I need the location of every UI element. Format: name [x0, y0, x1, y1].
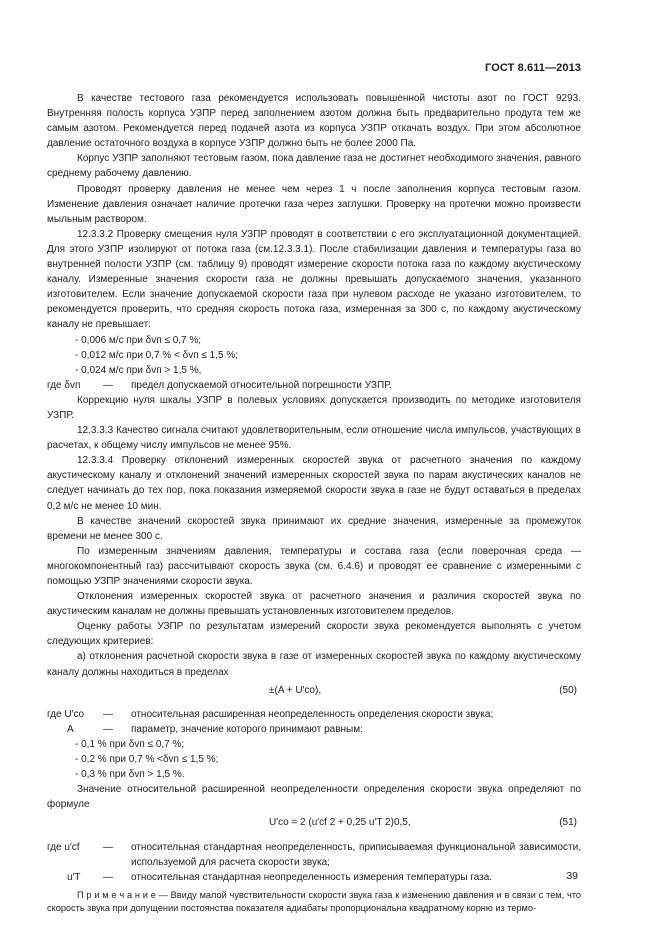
definition-dash: —	[103, 379, 113, 391]
paragraph-calc-speed: По измеренным значениям давления, температуры и состава газа (если поверочная среда — многокомпонентный газ) рассчитывают скорость звука (см. 6.4.6) и проводят ее сравнение с измеренными с помощью УЗПР значениями скорости звука.	[47, 545, 581, 587]
definition-symbol: u′T	[67, 871, 81, 883]
note-label: П р и м е ч а н и е	[77, 889, 156, 900]
paragraph-12-3-3-4: 12.3.3.4 Проверку отклонений измеренных скоростей звука от расчетного значения по каждому акустическому каналу и отклонений значений измеренных скоростей звука по парам акустических каналов не следует начинать до тех пор, пока показания измеряемой скорости звука в газе не будут оставаться в пределах 0,2 м/с не менее 10 мин.	[47, 455, 581, 512]
paragraph-12-3-3-2: 12.3.3.2 Проверку смещения нуля УЗПР проводят в соответствии с его эксплуатационной документацией. Для этого УЗПР изолируют от потока газа (см.12.3.3.1). После стабилизации давления и температуры газа во внутренней полости УЗПР (см. таблицу 9) проводят измерение скорости потока газа по каждому акустическому каналу. Измеренные значения скорости газа не должны превышать допускаемого значения, указанного изготовителем. Если значение допускаемой скорости газа при нулевом расходе не указано изготовителем, то рекомендуется проверить, что средняя скорость потока газа, измеренная за 300 с, по каждому акустическому каналу не превышает:	[47, 228, 581, 331]
paragraph-uncertainty: Значение относительной расширенной неопределенности определения скорости звука определяют по формуле	[47, 784, 581, 811]
list-item: - 0,012 м/с при 0,7 % < δvп ≤ 1,5 %;	[75, 349, 239, 361]
formula-number: (51)	[559, 817, 577, 829]
note-text: — Ввиду малой чувствительности скорости звука газа к изменению давления и в связи с тем, что скорость звука при допущении постоянства показателя адиабаты пропорциональна квадратному корню из термо-	[47, 889, 581, 914]
note	[47, 889, 581, 916]
paragraph-deviations: Отклонения измеренных скоростей звука от расчетного значения и различия скоростей звука по акустическим каналам не должны превышать установленных изготовителем пределов.	[47, 591, 581, 618]
definition-row	[47, 722, 581, 737]
paragraph-mean-values: В качестве значений скоростей звука принимают их средние значения, измеренные за промежуток времени не менее 300 с.	[47, 515, 581, 542]
definition-text: параметр, значение которого принимают равным:	[131, 723, 363, 735]
formula-50	[47, 683, 581, 698]
paragraph-test-gas: В качестве тестового газа рекомендуется использовать повышенной чистоты азот по ГОСТ 9293. Внутренняя полость корпуса УЗПР перед заполнением азотом должна быть предварительно продута тем же самым азотом. Рекомендуется перед подачей азота из корпуса УЗПР откачать воздух. При этом абсолютное давление остаточного воздуха в корпусе УЗПР должно быть не более 2000 Па.	[47, 93, 581, 150]
paragraph-criteria: Оценку работы УЗПР по результатам измерений скорости звука рекомендуется выполнять с учетом следующих критериев:	[47, 621, 581, 648]
document-header: ГОСТ 8.611—2013	[485, 62, 581, 74]
definition-dash: —	[103, 871, 113, 883]
definition-text: относительная стандартная неопределенность, приписываемая функциональной зависимости, используемой для расчета скорости звука;	[131, 841, 581, 868]
definition-row	[47, 870, 581, 885]
definition-text: относительная стандартная неопределенность измерения температуры газа.	[131, 871, 493, 883]
list-item: - 0,2 % при 0,7 % <δvп ≤ 1,5 %;	[75, 754, 219, 766]
list-item: - 0,1 % при δvп ≤ 0,7 %;	[75, 738, 185, 750]
definition-symbol: где U′cо	[47, 708, 85, 720]
formula-expression: ±(A + U′cо),	[269, 684, 322, 696]
document-body	[47, 91, 581, 916]
paragraph-12-3-3-3: 12.3.3.3 Качество сигнала считают удовлетворительным, если отношение числа импульсов, участвующих в расчетах, к общему числу импульсов не менее 95%.	[47, 425, 581, 452]
list-item: - 0,3 % при δvп > 1,5 %.	[75, 769, 185, 781]
definition-row	[47, 840, 581, 870]
paragraph-criterion-a: а) отклонения расчетной скорости звука в газе от измеренных скоростей звука по каждому акустическому каналу должны находиться в пределах	[47, 651, 581, 678]
definition-text: предел допускаемой относительной погрешности УЗПР.	[131, 379, 392, 391]
definition-row	[47, 378, 581, 393]
formula-51	[47, 815, 581, 830]
paragraph-fill-housing: Корпус УЗПР заполняют тестовым газом, пока давление газа не достигнет необходимого значения, равного среднему рабочему давлению.	[47, 153, 581, 180]
page-number: 39	[566, 870, 578, 882]
formula-number: (50)	[559, 684, 577, 696]
list-item: - 0,024 м/с при δvп > 1,5 %,	[75, 364, 202, 376]
paragraph-zero-correction: Коррекцию нуля шкалы УЗПР в полевых условиях допускается производить по методике изготовителя УЗПР.	[47, 394, 581, 421]
definition-row	[47, 707, 581, 722]
definition-symbol: где u′cf	[47, 841, 80, 853]
definition-symbol: A	[67, 723, 74, 735]
formula-expression: U′cо = 2 (u′cf 2 + 0,25 u′T 2)0,5,	[269, 817, 411, 829]
definition-symbol: где δvп	[47, 379, 81, 391]
paragraph-pressure-check: Проводят проверку давления не менее чем через 1 ч после заполнения корпуса тестовым газом. Изменение давления означает наличие протечки газа через заглушки. Проверку на протечки можно произвести мыльным раствором.	[47, 183, 581, 225]
list-item: - 0,006 м/с при δvп ≤ 0,7 %;	[75, 334, 202, 346]
definition-text: относительная расширенная неопределенность определения скорости звука;	[131, 708, 494, 720]
definition-dash: —	[103, 723, 113, 735]
definition-dash: —	[103, 708, 113, 720]
definition-dash: —	[103, 841, 113, 853]
